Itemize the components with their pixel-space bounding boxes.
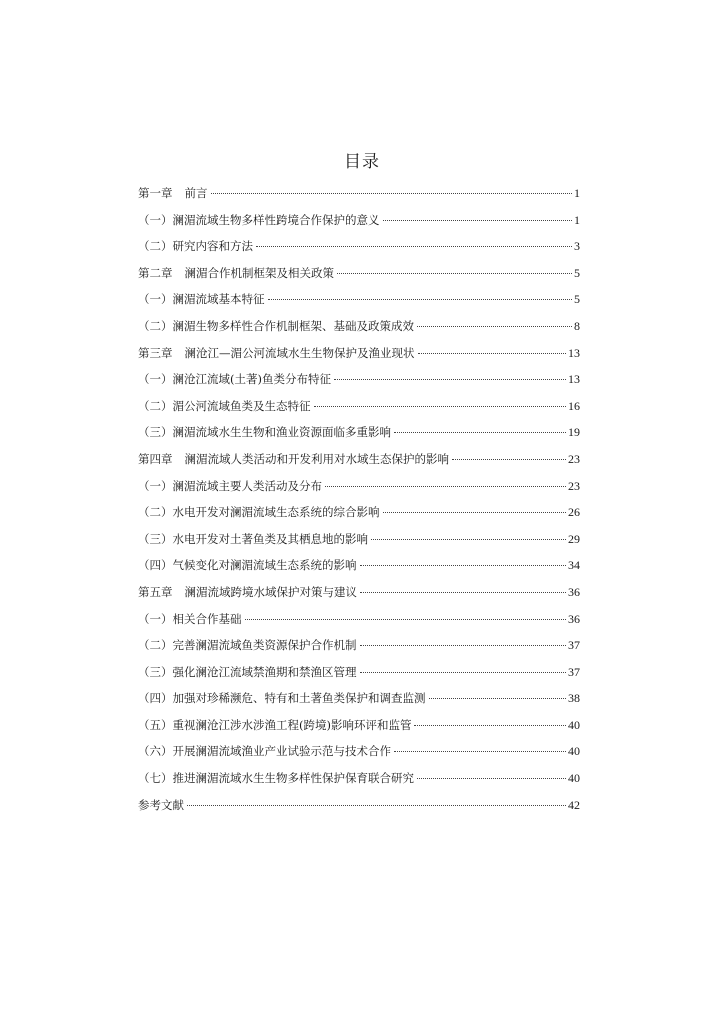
toc-entry-section[interactable] bbox=[138, 526, 580, 553]
dot-leader bbox=[337, 272, 572, 274]
toc-entry-section[interactable] bbox=[138, 233, 580, 260]
toc-entry-text: 澜湄流域跨境水域保护对策与建议 bbox=[184, 584, 357, 599]
toc-entry-text: （二）水电开发对澜湄流域生态系统的综合影响 bbox=[138, 505, 380, 520]
toc-entry-text: （一）澜湄流域主要人类活动及分布 bbox=[138, 478, 322, 493]
toc-entry-text: （二）湄公河流域鱼类及生态特征 bbox=[138, 398, 311, 413]
toc-page-number: 23 bbox=[568, 478, 580, 493]
dot-leader bbox=[360, 644, 567, 646]
dot-leader bbox=[360, 591, 566, 593]
dot-leader bbox=[418, 352, 567, 354]
dot-leader bbox=[187, 804, 566, 806]
dot-leader bbox=[414, 724, 566, 726]
toc-entry-section[interactable] bbox=[138, 473, 580, 500]
toc-entry-section[interactable] bbox=[138, 606, 580, 633]
toc-entry-section[interactable] bbox=[138, 685, 580, 712]
toc-entry-text: 澜湄流域人类活动和开发利用对水域生态保护的影响 bbox=[184, 451, 449, 466]
toc-entry-section[interactable] bbox=[138, 659, 580, 686]
dot-leader bbox=[314, 405, 567, 407]
toc-page-number: 42 bbox=[568, 797, 580, 812]
toc-chapter-number: 第一章 bbox=[138, 186, 173, 200]
toc-entry-text: （一）澜湄流域生物多样性跨境合作保护的意义 bbox=[138, 212, 380, 227]
toc-entry-section[interactable] bbox=[138, 393, 580, 420]
toc-page-number: 8 bbox=[574, 318, 580, 333]
toc-page-number: 16 bbox=[568, 398, 580, 413]
dot-leader bbox=[383, 219, 573, 221]
toc-entry-chapter-5[interactable] bbox=[138, 579, 580, 606]
dot-leader bbox=[383, 511, 567, 513]
dot-leader bbox=[268, 298, 573, 300]
toc-entry-section[interactable] bbox=[138, 738, 580, 765]
dot-leader bbox=[429, 697, 567, 699]
table-of-contents bbox=[138, 180, 580, 818]
toc-entry-section[interactable] bbox=[138, 207, 580, 234]
toc-page-number: 1 bbox=[574, 212, 580, 227]
toc-entry-section[interactable] bbox=[138, 632, 580, 659]
toc-entry-text: （一）澜沧江流域(土著)鱼类分布特征 bbox=[138, 372, 331, 387]
toc-entry-section[interactable] bbox=[138, 499, 580, 526]
toc-entry-section[interactable] bbox=[138, 286, 580, 313]
toc-chapter-number: 第三章 bbox=[138, 345, 173, 360]
toc-entry-section[interactable] bbox=[138, 366, 580, 393]
toc-page-number: 13 bbox=[568, 372, 580, 387]
dot-leader bbox=[417, 325, 572, 327]
toc-chapter-number: 第二章 bbox=[138, 265, 173, 280]
dot-leader bbox=[417, 777, 566, 779]
dot-leader bbox=[452, 458, 566, 460]
dot-leader bbox=[334, 378, 566, 380]
toc-page-number: 40 bbox=[568, 771, 580, 786]
toc-page-number: 26 bbox=[568, 505, 580, 520]
toc-entry-text: （二）研究内容和方法 bbox=[138, 239, 253, 254]
toc-entry-section[interactable] bbox=[138, 712, 580, 739]
dot-leader bbox=[360, 671, 567, 673]
dot-leader bbox=[394, 431, 566, 433]
toc-chapter-number: 第四章 bbox=[138, 451, 173, 466]
toc-page-number: 38 bbox=[568, 691, 580, 706]
dot-leader bbox=[245, 618, 567, 620]
toc-entry-text: （三）强化澜沧江流域禁渔期和禁渔区管理 bbox=[138, 664, 357, 679]
toc-entry-text: 澜沧江—湄公河流域水生生物保护及渔业现状 bbox=[184, 345, 415, 360]
toc-entry-text: （六）开展澜湄流域渔业产业试验示范与技术合作 bbox=[138, 744, 391, 759]
toc-entry-text: 澜湄合作机制框架及相关政策 bbox=[184, 265, 334, 280]
toc-entry-text: （一）澜湄流域基本特征 bbox=[138, 292, 265, 307]
toc-page-number: 34 bbox=[568, 558, 580, 573]
toc-page-number: 40 bbox=[568, 744, 580, 759]
toc-entry-chapter-3[interactable] bbox=[138, 340, 580, 367]
toc-entry-chapter-1[interactable] bbox=[138, 180, 580, 207]
toc-page-number: 36 bbox=[568, 584, 580, 599]
toc-page-number: 36 bbox=[568, 611, 580, 626]
toc-entry-text: （一）相关合作基础 bbox=[138, 611, 242, 626]
dot-leader bbox=[256, 245, 572, 247]
toc-entry-section[interactable] bbox=[138, 765, 580, 792]
toc-entry-references[interactable] bbox=[138, 792, 580, 819]
toc-page-number: 40 bbox=[568, 717, 580, 732]
dot-leader bbox=[394, 750, 566, 752]
dot-leader bbox=[360, 564, 567, 566]
toc-entry-text: 参考文献 bbox=[138, 797, 184, 812]
toc-entry-text: （四）加强对珍稀濒危、特有和土著鱼类保护和调查监测 bbox=[138, 691, 426, 706]
toc-page-number: 37 bbox=[568, 664, 580, 679]
toc-entry-section[interactable] bbox=[138, 552, 580, 579]
toc-entry-text: （二）澜湄生物多样性合作机制框架、基础及政策成效 bbox=[138, 318, 414, 333]
dot-leader bbox=[325, 485, 566, 487]
toc-page-number: 5 bbox=[574, 292, 580, 307]
toc-entry-text: （五）重视澜沧江涉水涉渔工程(跨境)影响环评和监管 bbox=[138, 717, 412, 732]
toc-page-number: 29 bbox=[568, 531, 580, 546]
toc-page-number: 19 bbox=[568, 425, 580, 440]
toc-entry-section[interactable] bbox=[138, 313, 580, 340]
toc-entry-text: （三）水电开发对土著鱼类及其栖息地的影响 bbox=[138, 531, 368, 546]
toc-entry-text: （三）澜湄流域水生生物和渔业资源面临多重影响 bbox=[138, 425, 391, 440]
toc-page-number: 3 bbox=[574, 239, 580, 254]
toc-entry-text: （四）气候变化对澜湄流域生态系统的影响 bbox=[138, 558, 357, 573]
toc-entry-section[interactable] bbox=[138, 419, 580, 446]
toc-page-number: 13 bbox=[568, 345, 580, 360]
toc-entry-text: （二）完善澜湄流域鱼类资源保护合作机制 bbox=[138, 638, 357, 653]
dot-leader bbox=[371, 538, 566, 540]
toc-chapter-number: 第五章 bbox=[138, 584, 173, 599]
dot-leader bbox=[211, 192, 573, 194]
toc-entry-text: 前言 bbox=[184, 186, 208, 200]
toc-title: 目录 bbox=[344, 152, 380, 172]
toc-entry-text: （七）推进澜湄流域水生生物多样性保护保育联合研究 bbox=[138, 771, 414, 786]
toc-page-number: 23 bbox=[568, 451, 580, 466]
toc-page-number: 37 bbox=[568, 638, 580, 653]
toc-entry-chapter-2[interactable] bbox=[138, 260, 580, 287]
toc-page-number: 5 bbox=[574, 265, 580, 280]
toc-entry-chapter-4[interactable] bbox=[138, 446, 580, 473]
toc-page-number: 1 bbox=[574, 186, 580, 200]
